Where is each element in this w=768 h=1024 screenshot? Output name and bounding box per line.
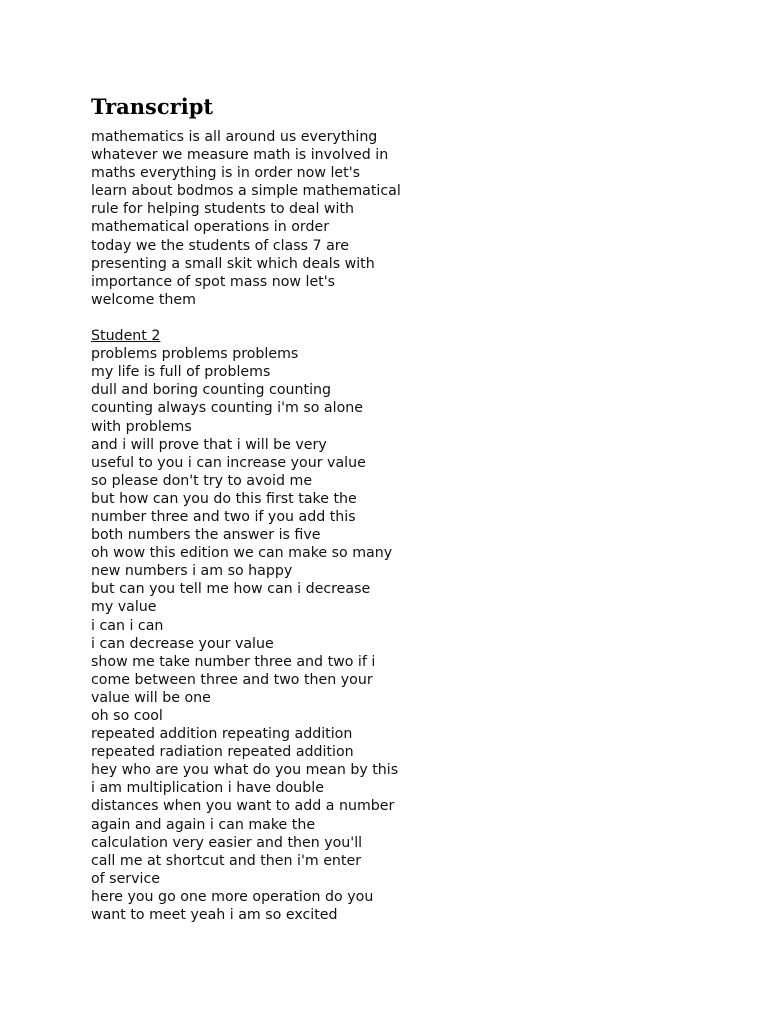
transcript-line: welcome them [91, 291, 196, 308]
transcript-line: mathematical operations in order [91, 219, 330, 236]
transcript-line: learn about bodmos a simple mathematical [91, 183, 401, 200]
transcript-line: problems problems problems [91, 346, 299, 363]
transcript-line: both numbers the answer is five [91, 527, 321, 544]
transcript-line: i am multiplication i have double [91, 780, 324, 797]
paragraph-spacer [91, 309, 731, 327]
transcript-line: hey who are you what do you mean by this [91, 762, 399, 779]
page-title: Transcript [91, 94, 214, 119]
section-heading: Student 2 [91, 328, 161, 345]
transcript-line: mathematics is all around us everything [91, 129, 378, 145]
transcript-line: here you go one more operation do you [91, 888, 374, 905]
transcript-line: importance of spot mass now let's [91, 273, 336, 290]
transcript-body [91, 128, 731, 924]
transcript-line: so please don't try to avoid me [91, 472, 313, 489]
transcript-line: call me at shortcut and then i'm enter [91, 852, 362, 869]
transcript-line: rule for helping students to deal with [91, 201, 355, 218]
transcript-line: i can decrease your value [91, 635, 274, 652]
transcript-line: my value [91, 599, 157, 616]
transcript-line: again and again i can make the [91, 816, 316, 833]
section-paragraph [91, 345, 731, 924]
document-page [91, 93, 731, 924]
transcript-line: maths everything is in order now let's [91, 165, 360, 182]
transcript-line: come between three and two then your [91, 671, 373, 688]
transcript-line: repeated addition repeating addition [91, 726, 353, 743]
transcript-line: distances when you want to add a number [91, 798, 395, 815]
transcript-line: oh wow this edition we can make so many [91, 545, 393, 562]
transcript-line: presenting a small skit which deals with [91, 255, 375, 272]
transcript-line: i can i can [91, 617, 164, 634]
intro-paragraph [91, 128, 731, 309]
transcript-line: but can you tell me how can i decrease [91, 581, 371, 598]
transcript-line: today we the students of class 7 are [91, 237, 350, 254]
transcript-line: repeated radiation repeated addition [91, 744, 354, 761]
transcript-line: my life is full of problems [91, 364, 271, 381]
transcript-line: want to meet yeah i am so excited [91, 907, 338, 924]
transcript-line: show me take number three and two if i [91, 653, 376, 670]
transcript-line: calculation very easier and then you'll [91, 834, 363, 851]
transcript-line: useful to you i can increase your value [91, 454, 366, 471]
transcript-line: and i will prove that i will be very [91, 436, 327, 453]
transcript-line: but how can you do this first take the [91, 490, 357, 507]
transcript-line: of service [91, 870, 161, 887]
transcript-line: value will be one [91, 689, 211, 706]
transcript-line: counting always counting i'm so alone [91, 400, 363, 417]
transcript-line: dull and boring counting counting [91, 382, 332, 399]
transcript-line: oh so cool [91, 708, 163, 724]
transcript-line: new numbers i am so happy [91, 563, 293, 580]
transcript-line: with problems [91, 418, 192, 435]
transcript-line: whatever we measure math is involved in [91, 147, 389, 164]
transcript-line: number three and two if you add this [91, 508, 356, 525]
